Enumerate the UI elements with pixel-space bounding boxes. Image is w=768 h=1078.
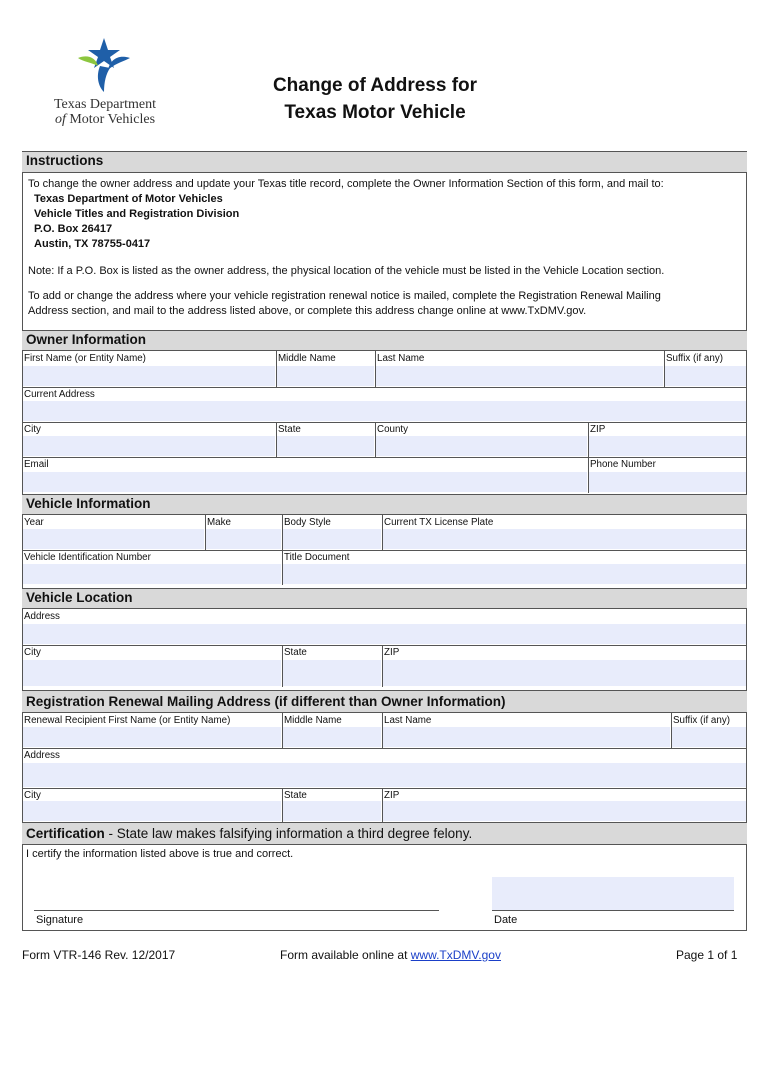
- divider: [22, 422, 747, 423]
- vehicle-year-field[interactable]: [22, 515, 205, 550]
- owner-phone-field[interactable]: [588, 457, 747, 493]
- instructions-note: Note: If a P.O. Box is listed as the owner address, the physical location of the vehicle must be listed in the Vehicle Location section.: [28, 265, 665, 277]
- renewal-first-name-field[interactable]: [22, 713, 282, 748]
- agency-logo-text: [30, 97, 180, 127]
- renewal-address-input[interactable]: [23, 763, 746, 787]
- field-label: State: [278, 424, 301, 435]
- location-zip-input[interactable]: [383, 660, 746, 686]
- divider: [375, 422, 376, 457]
- current-address-input[interactable]: [23, 401, 746, 421]
- vehicle-heading: Vehicle Information: [22, 494, 747, 515]
- field-label: Title Document: [284, 552, 350, 563]
- suffix-input[interactable]: [665, 366, 746, 386]
- certification-statement: I certify the information listed above is true and correct.: [26, 848, 294, 860]
- owner-suffix-field[interactable]: [664, 351, 747, 387]
- page-number: Page 1 of 1: [676, 948, 738, 962]
- field-label: City: [24, 790, 41, 801]
- renewal-state-field[interactable]: [282, 788, 382, 822]
- divider: [664, 351, 665, 387]
- address-line: Vehicle Titles and Registration Division: [34, 208, 240, 220]
- date-input[interactable]: [492, 877, 734, 910]
- field-label: ZIP: [384, 790, 400, 801]
- renewal-zip-field[interactable]: [382, 788, 747, 822]
- middle-name-input[interactable]: [277, 366, 374, 386]
- field-label: Body Style: [284, 517, 331, 528]
- certification-heading: [22, 822, 747, 845]
- year-input[interactable]: [23, 529, 204, 549]
- owner-first-name-field[interactable]: [22, 351, 276, 387]
- divider: [282, 788, 283, 822]
- vehicle-make-field[interactable]: [205, 515, 282, 550]
- owner-last-name-field[interactable]: [375, 351, 664, 387]
- field-label: Renewal Recipient First Name (or Entity Name): [24, 715, 231, 726]
- title-line1: Change of Address for: [272, 75, 478, 96]
- divider: [22, 550, 747, 551]
- renewal-instructions-1: To add or change the address where your vehicle registration renewal notice is mailed, complete the Registration Renewal Mailing: [28, 290, 661, 302]
- location-state-field[interactable]: [282, 645, 382, 687]
- renewal-zip-input[interactable]: [383, 801, 746, 821]
- page-title: [230, 72, 520, 126]
- plate-input[interactable]: [383, 529, 746, 549]
- field-label: Current TX License Plate: [384, 517, 494, 528]
- field-label: State: [284, 647, 307, 658]
- location-zip-field[interactable]: [382, 645, 747, 687]
- field-label: City: [24, 647, 41, 658]
- mailing-address: [34, 192, 239, 252]
- title-line2: Texas Motor Vehicle: [284, 102, 466, 123]
- owner-heading: Owner Information: [22, 330, 747, 351]
- field-label: Vehicle Identification Number: [24, 552, 151, 563]
- divider: [22, 748, 747, 749]
- divider: [282, 515, 283, 585]
- renewal-city-input[interactable]: [23, 801, 281, 821]
- field-label: Last Name: [377, 353, 425, 364]
- title-doc-input[interactable]: [283, 564, 746, 584]
- location-address-field[interactable]: [22, 609, 747, 645]
- owner-county-field[interactable]: [375, 422, 588, 457]
- field-label: Last Name: [384, 715, 432, 726]
- field-label: Phone Number: [590, 459, 656, 470]
- renewal-city-field[interactable]: [22, 788, 282, 822]
- address-line: Austin, TX 78755-0417: [34, 238, 151, 250]
- field-label: Middle Name: [284, 715, 342, 726]
- field-label: First Name (or Entity Name): [24, 353, 146, 364]
- divider: [276, 422, 277, 457]
- divider: [276, 351, 277, 387]
- divider: [382, 713, 383, 748]
- field-label: Make: [207, 517, 231, 528]
- divider: [282, 713, 283, 748]
- divider: [22, 788, 747, 789]
- address-line: P.O. Box 26417: [34, 223, 113, 235]
- divider: [22, 387, 747, 388]
- renewal-middle-name-field[interactable]: [282, 713, 382, 748]
- city-input[interactable]: [23, 436, 275, 456]
- certification-title: Certification: [26, 826, 105, 841]
- field-label: City: [24, 424, 41, 435]
- field-label: County: [377, 424, 409, 435]
- divider: [588, 422, 589, 493]
- state-input[interactable]: [277, 436, 374, 456]
- renewal-suffix-field[interactable]: [671, 713, 747, 748]
- owner-middle-name-field[interactable]: [276, 351, 375, 387]
- make-input[interactable]: [206, 529, 281, 549]
- vehicle-title-doc-field[interactable]: [282, 550, 747, 585]
- renewal-first-name-input[interactable]: [23, 727, 281, 747]
- location-state-input[interactable]: [283, 660, 381, 686]
- owner-city-field[interactable]: [22, 422, 276, 457]
- divider: [382, 645, 383, 687]
- owner-zip-field[interactable]: [588, 422, 747, 457]
- divider: [382, 788, 383, 822]
- zip-input[interactable]: [589, 436, 746, 456]
- vehicle-vin-field[interactable]: [22, 550, 282, 585]
- renewal-state-input[interactable]: [283, 801, 381, 821]
- renewal-instructions-2: Address section, and mail to the address listed above, or complete this address change online at www.TxDMV.gov.: [28, 305, 587, 317]
- instructions-heading: Instructions: [22, 151, 747, 173]
- date-line: [492, 910, 734, 911]
- logo-of: of: [54, 112, 66, 127]
- field-label: State: [284, 790, 307, 801]
- divider: [22, 645, 747, 646]
- vehicle-plate-field[interactable]: [382, 515, 747, 550]
- phone-input[interactable]: [589, 472, 746, 492]
- county-input[interactable]: [376, 436, 587, 456]
- renewal-last-name-input[interactable]: [383, 727, 670, 747]
- location-city-input[interactable]: [23, 660, 281, 686]
- first-name-input[interactable]: [23, 366, 275, 386]
- location-address-input[interactable]: [23, 624, 746, 644]
- field-label: ZIP: [590, 424, 606, 435]
- divider: [382, 515, 383, 550]
- body-style-input[interactable]: [283, 529, 381, 549]
- email-input[interactable]: [23, 472, 587, 492]
- field-label: Address: [24, 750, 60, 761]
- txdmv-link[interactable]: www.TxDMV.gov: [410, 948, 501, 962]
- signature-line[interactable]: [34, 910, 439, 911]
- divider: [22, 457, 747, 458]
- field-label: Year: [24, 517, 44, 528]
- divider: [282, 645, 283, 687]
- divider: [375, 351, 376, 387]
- owner-email-field[interactable]: [22, 457, 588, 493]
- field-label: Middle Name: [278, 353, 336, 364]
- field-label: Suffix (if any): [666, 353, 723, 364]
- form-id: Form VTR-146 Rev. 12/2017: [22, 948, 176, 962]
- txdmv-logo-star-icon: [74, 36, 134, 94]
- certification-subtitle: - State law makes falsifying information a third degree felony.: [104, 826, 473, 841]
- date-label: Date: [494, 914, 518, 926]
- address-line: Texas Department of Motor Vehicles: [34, 193, 223, 205]
- signature-label: Signature: [36, 914, 84, 926]
- last-name-input[interactable]: [376, 366, 663, 386]
- location-heading: Vehicle Location: [22, 588, 747, 609]
- divider: [671, 713, 672, 748]
- renewal-suffix-input[interactable]: [672, 727, 746, 747]
- owner-state-field[interactable]: [276, 422, 375, 457]
- field-label: Email: [24, 459, 49, 470]
- footer-online: [280, 948, 501, 962]
- logo-line1: Texas Department: [53, 97, 157, 112]
- field-label: Suffix (if any): [673, 715, 730, 726]
- vehicle-body-style-field[interactable]: [282, 515, 382, 550]
- footer-available-text: Form available online at: [280, 948, 411, 962]
- renewal-last-name-field[interactable]: [382, 713, 671, 748]
- location-city-field[interactable]: [22, 645, 282, 687]
- renewal-address-field[interactable]: [22, 748, 747, 788]
- instructions-intro: To change the owner address and update your Texas title record, complete the Owner Information Section of this form, and mail to:: [28, 178, 664, 190]
- divider: [205, 515, 206, 550]
- owner-current-address-field[interactable]: [22, 387, 747, 422]
- renewal-heading: Registration Renewal Mailing Address (if different than Owner Information): [22, 690, 747, 713]
- logo-line2: Motor Vehicles: [69, 112, 156, 127]
- renewal-middle-name-input[interactable]: [283, 727, 381, 747]
- vin-input[interactable]: [23, 564, 281, 584]
- field-label: Address: [24, 611, 60, 622]
- field-label: Current Address: [24, 389, 95, 400]
- field-label: ZIP: [384, 647, 400, 658]
